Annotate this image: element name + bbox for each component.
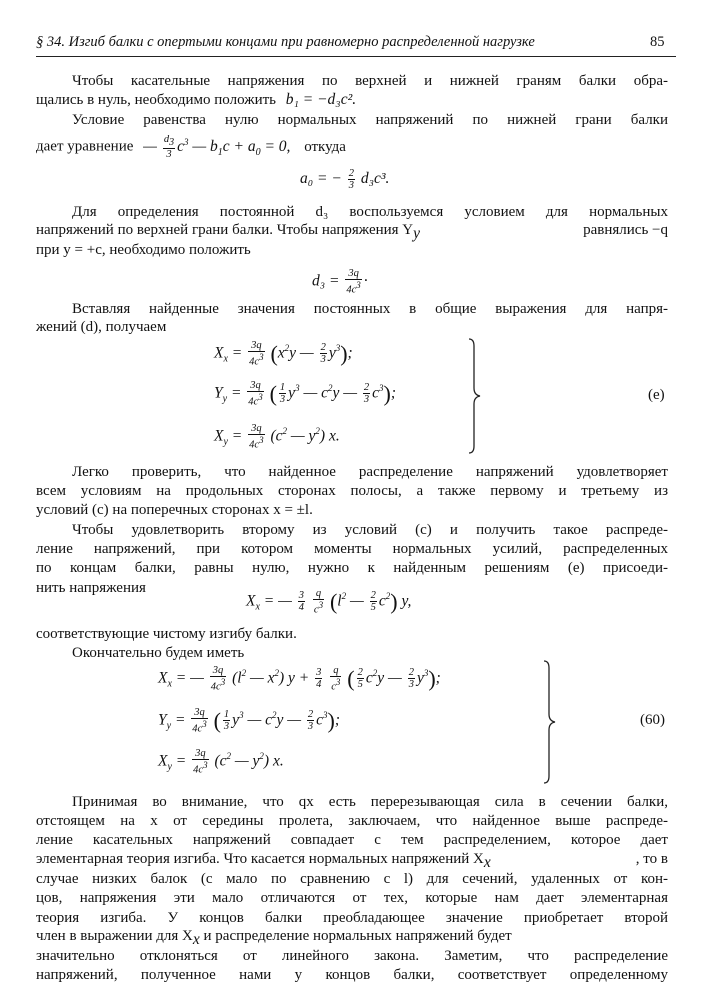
equation-e-xy: $X_y$ = $\frac{3q}{4c^3}$ ($c^2$ — $y^2$) x. <box>214 423 340 451</box>
text-line: жений (d), получаем <box>36 319 167 335</box>
text-line: случае низких балок (c мало по сравнению с l) для сечений, удаленных от кон- <box>36 871 668 887</box>
paragraph-6 <box>72 521 668 540</box>
equation-e-xx: $X_x$ = $\frac{3q}{4c^3}$ ($x^2y$ — $\frac{2}{3}$ $y^3$); <box>214 340 353 368</box>
page-number: 85 <box>650 34 665 50</box>
running-header: § 34. Изгиб балки с опертыми концами при равномерно распределенной нагрузке <box>36 34 535 50</box>
paragraph-8 <box>72 645 244 662</box>
paragraph-9-body-2 <box>36 870 668 928</box>
equation-tag-60: (60) <box>640 712 665 728</box>
header-rule <box>36 56 676 57</box>
text-line: ление касательных напряжений совпадает с тем распределением, которое дает <box>36 832 668 849</box>
paragraph-1 <box>72 72 668 91</box>
paragraph-3-line-2: напряжений по верхней грани балки. Чтобы напряжения $Y_y$ равнялись −q <box>36 222 668 242</box>
equation-pure-bending: $X_x$ = — $\frac{3}{4}$ $\frac{q}{c^3}$ ($l^2$ — $\frac{2}{5}$ $c^2$) y, <box>246 588 412 616</box>
paragraph-5 <box>72 463 668 482</box>
equation-d3: d₃ = $\frac{3q}{4c^3}$ · <box>312 268 368 296</box>
equation-60-xx: $X_x$ = — $\frac{3q}{4c^3}$ ($l^2$ — $x^2$) y + $\frac{3}{4}$ $\frac{q}{c^3}$ ( $\frac{2}{5}$ $c^2y$ — $\frac{2}{3}$ $y^3$); <box>158 665 441 693</box>
paragraph-2-equation-line <box>36 134 346 160</box>
paragraph-9-body <box>36 812 668 851</box>
equation-a0 <box>300 168 389 191</box>
inline-math: b₁ = −d₃c². <box>285 91 357 108</box>
paragraph-9-line-4: элементарная теория изгиба. Что касается нормальных напряжений $X_x$ , то в <box>36 851 668 871</box>
text-line: условий (c) на поперечных сторонах x = ±l. <box>36 502 313 519</box>
fraction: $\frac{3q}{4c^3}$ <box>346 268 361 296</box>
eq-symbol: Y <box>214 384 223 402</box>
paragraph-2 <box>72 111 668 130</box>
text-line: по концам балки, равны нулю, нужно к найденным решениям (e) присоеди- <box>36 560 668 577</box>
eq-lhs: d₃ = <box>312 272 340 290</box>
equation-tag-e: (e) <box>648 387 665 403</box>
paragraph-4-line-2 <box>36 319 166 336</box>
text-line: Окончательно будем иметь <box>72 645 245 661</box>
fraction: $\frac{d_3}{3}$ <box>163 134 175 161</box>
paragraph-3-line-3 <box>36 242 251 259</box>
paragraph-9-body-3 <box>36 947 668 986</box>
text-line: Вставляя найденные значения постоянных в общие выражения для напря- <box>72 301 668 317</box>
equation-60-xy: $X_y$ = $\frac{3q}{4c^3}$ ($c^2$ — $y^2$) x. <box>158 748 284 776</box>
text-line: цов, напряжения эти мало отличаются от тех, которые нам дает элементарная <box>36 890 668 907</box>
text-line: нить напряжения <box>36 579 146 596</box>
inline-equation: — $\frac{d_3}{3}$ $c^3$ — $b_1c + a_0 = 0$, <box>143 134 291 161</box>
text-line: Чтобы удовлетворить второму из условий (c) и получить такое распреде- <box>72 522 668 538</box>
text-line: всем условиям на продольных сторонах полосы, а также первому и третьему из <box>36 483 668 499</box>
text-line: соответствующие чистому изгибу балки. <box>36 626 297 642</box>
text-tail: равнялись −q <box>583 222 668 238</box>
text-line: напряжений по верхней грани балки. Чтобы напряжения Y <box>36 222 414 238</box>
equation-e-yy: $Y_y$ = $\frac{3q}{4c^3}$ ( $\frac{1}{3}$ $y^3$ — $c^2y$ — $\frac{2}{3}$ $c^3$); <box>214 380 397 408</box>
text-line: Чтобы касательные напряжения по верхней и нижней граням балки обра- <box>72 73 668 89</box>
paragraph-3 <box>72 203 668 222</box>
text-line: напряжений, полученное нами у концов балки, соответствует определенному <box>36 967 668 984</box>
text-line: Условие равенства нулю нормальных напряжений по нижней грани балки <box>72 112 668 128</box>
text-line: при y = +c, необходимо положить <box>36 242 251 258</box>
text-line: ление напряжений, при котором моменты нормальных усилий, распределенных <box>36 541 668 557</box>
text-lead: дает уравнение <box>36 138 134 155</box>
paragraph-9-line-8: член в выражении для $X_x$ и распределение нормальных напряжений будет <box>36 928 512 948</box>
text-line: член в выражении для X <box>36 928 193 944</box>
text-line: элементарная теория изгиба. Что касается нормальных напряжений X <box>36 851 484 867</box>
paragraph-5-body <box>36 482 668 521</box>
eq-rhs: d₃c³. <box>360 170 390 188</box>
paragraph-4 <box>72 300 668 319</box>
text-line: Легко проверить, что найденное распределение напряжений удовлетворяет <box>72 464 668 480</box>
eq-symbol: X <box>214 344 224 362</box>
text-tail: откуда <box>304 138 346 155</box>
text-line: Для определения постоянной d₃ воспользуемся условием для нормальных <box>72 204 668 220</box>
text-line: теория изгиба. У концов балки преобладающее значение приобретает второй <box>36 909 668 926</box>
paragraph-9 <box>72 793 668 812</box>
equation-60-yy: $Y_y$ = $\frac{3q}{4c^3}$ ( $\frac{1}{3}$ $y^3$ — $c^2y$ — $\frac{2}{3}$ $c^3$); <box>158 707 341 735</box>
brace-e <box>468 338 474 452</box>
eq-symbol: X <box>214 427 224 445</box>
text-line: отстоящем на x от середины пролета, заключаем, что найденное выше распреде- <box>36 813 668 829</box>
text-line: значительно отклоняться от линейного закона. Заметим, что распределение <box>36 948 668 964</box>
text-line: Принимая во внимание, что qx есть перерезывающая сила в сечении балки, <box>72 794 668 810</box>
text-tail: , то в <box>635 851 668 867</box>
text-tail: и распределение нормальных напряжений будет <box>199 928 512 944</box>
paragraph-7 <box>36 626 297 643</box>
text-line: щались в нуль, необходимо положить <box>36 92 276 108</box>
fraction: $\frac{2}{3}$ <box>348 168 354 191</box>
eq-lhs: a₀ = − <box>300 170 342 188</box>
paragraph-1-line-2 <box>36 91 356 109</box>
brace-60 <box>543 660 557 782</box>
